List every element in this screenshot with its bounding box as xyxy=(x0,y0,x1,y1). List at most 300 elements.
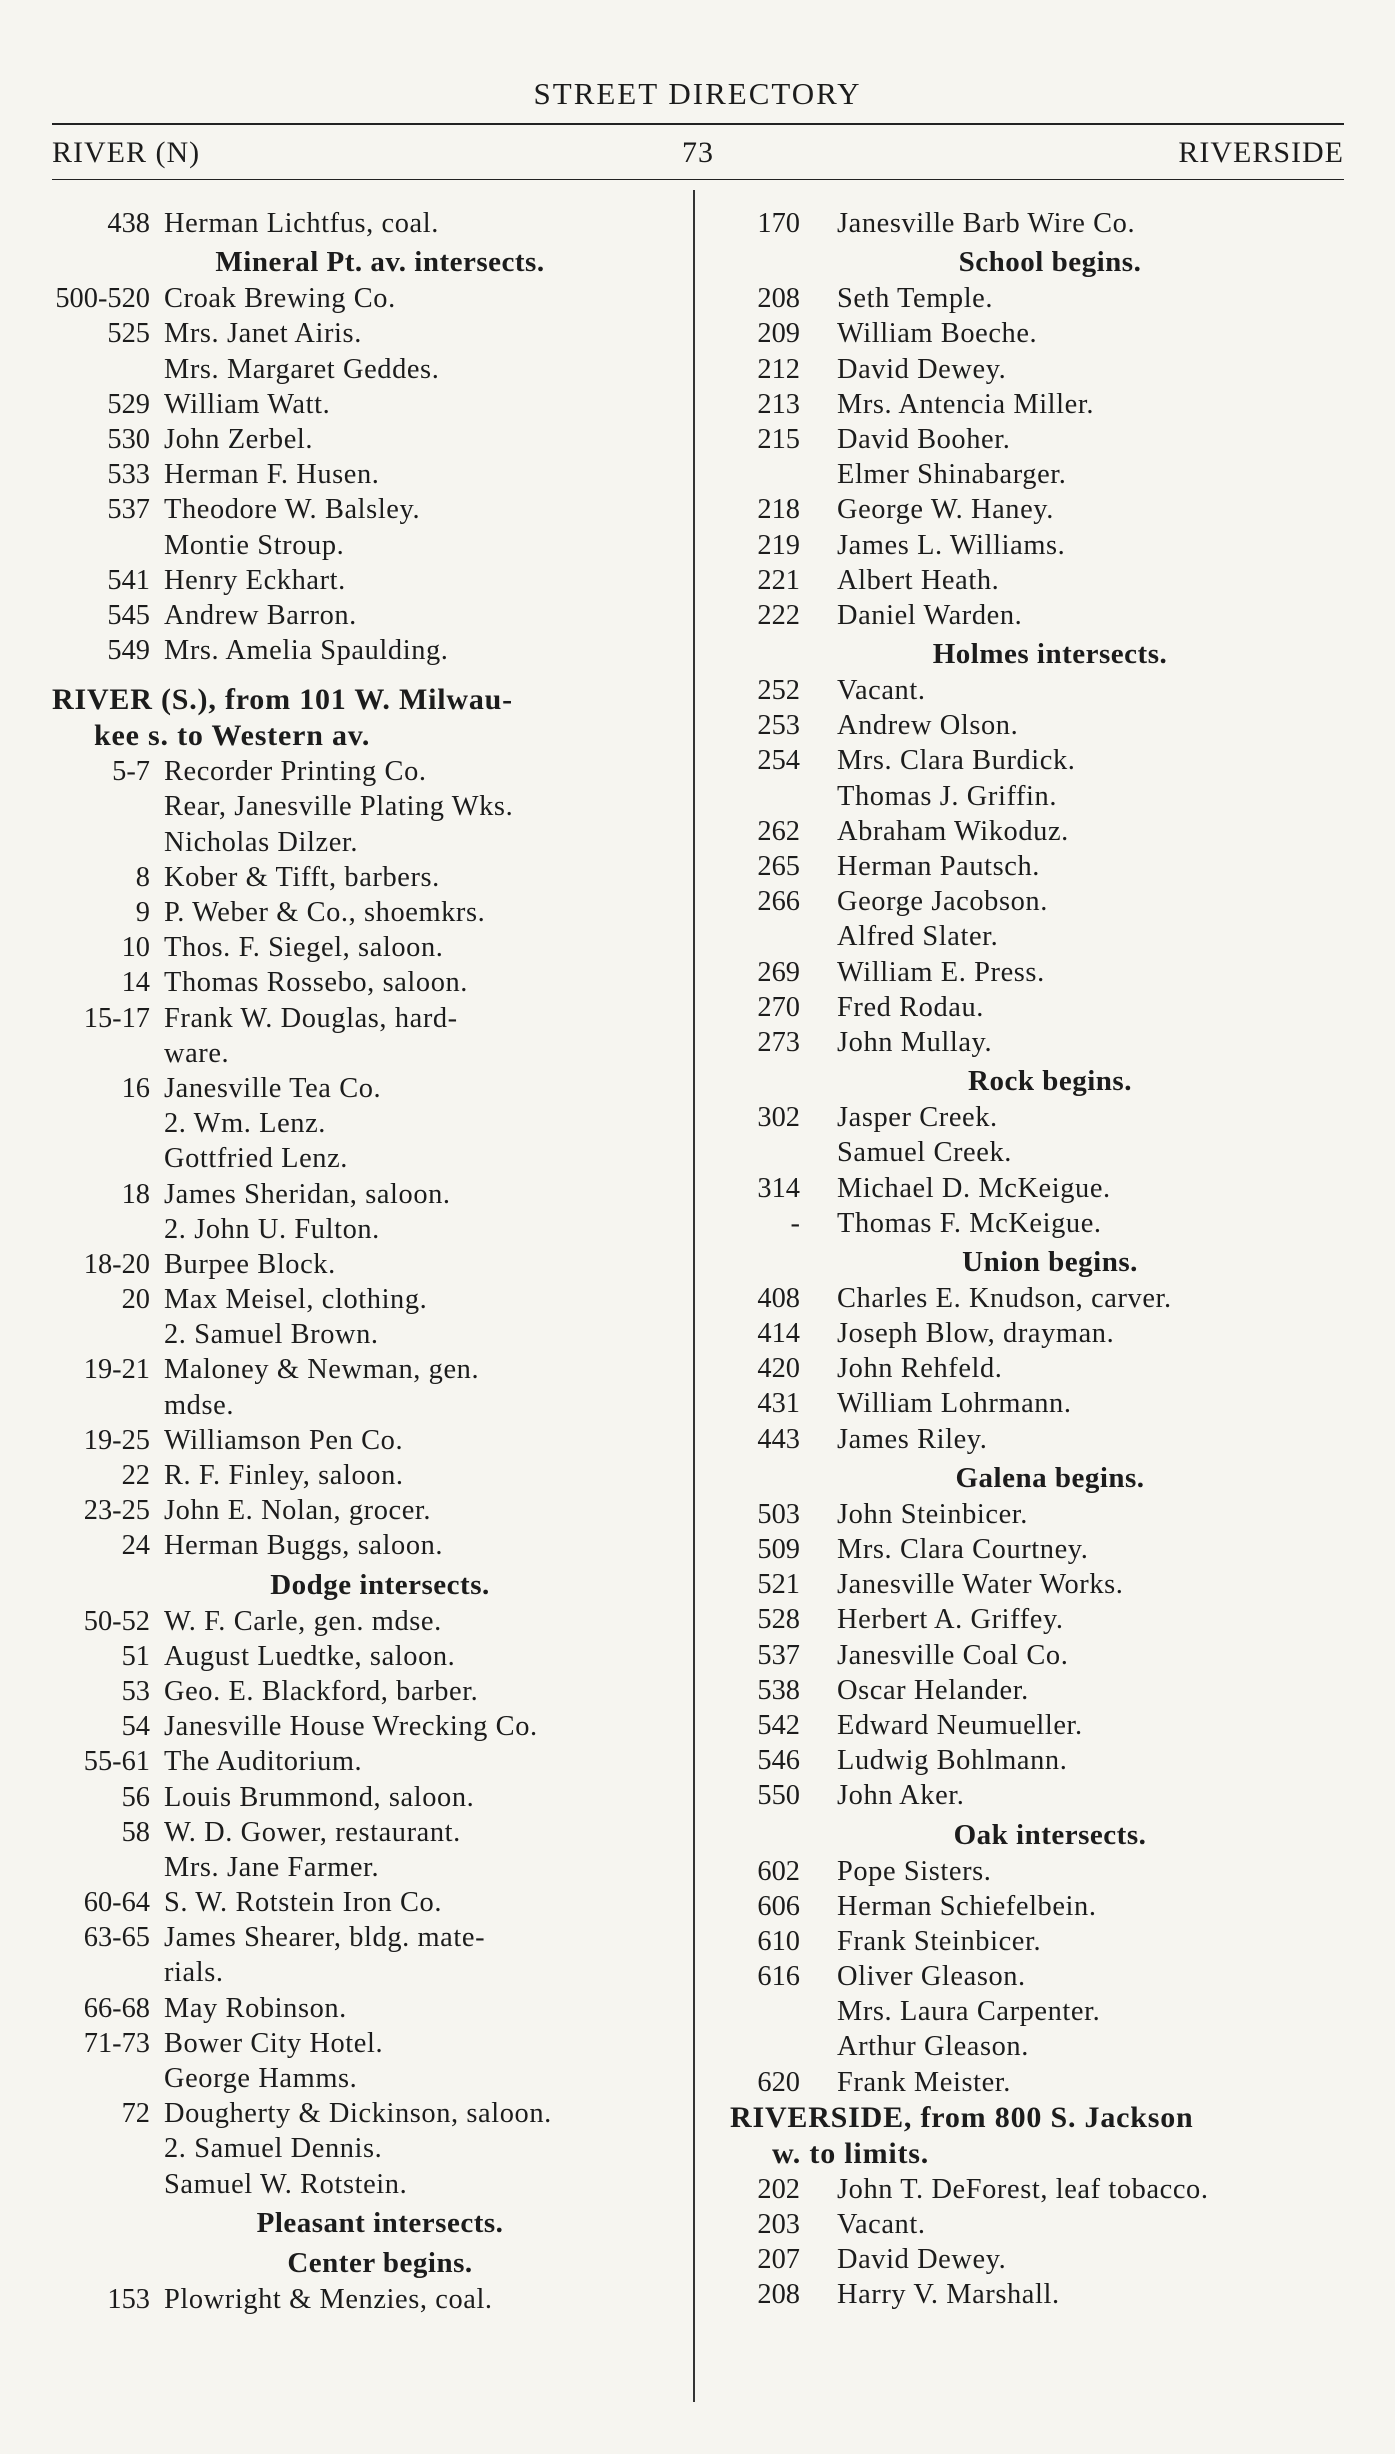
house-number: 19-21 xyxy=(83,1354,150,1386)
occupant-name: Janesville Water Works. xyxy=(837,1569,1124,1601)
directory-entry xyxy=(52,1955,678,1990)
cross-street-header: Center begins. xyxy=(287,2246,473,2279)
street-heading: RIVERSIDE, from 800 S. Jackson xyxy=(730,2100,1194,2134)
house-number: 16 xyxy=(121,1072,150,1104)
directory-entry xyxy=(52,1744,678,1779)
house-number: 537 xyxy=(757,1639,800,1671)
house-number: 221 xyxy=(757,564,800,596)
directory-entry xyxy=(52,930,678,965)
directory-entry xyxy=(730,281,1350,316)
directory-entry xyxy=(52,206,678,241)
house-number: 606 xyxy=(757,1890,800,1922)
house-number: 500-520 xyxy=(55,283,150,315)
directory-entry xyxy=(52,422,678,457)
directory-entry xyxy=(52,387,678,422)
directory-entry xyxy=(52,2096,678,2131)
directory-entry xyxy=(52,1850,678,1885)
occupant-name: John E. Nolan, grocer. xyxy=(164,1495,432,1527)
top-rule xyxy=(52,123,1344,125)
header-rule xyxy=(52,179,1344,180)
house-number: 22 xyxy=(121,1460,150,1491)
house-number: 212 xyxy=(757,353,800,385)
house-number: 610 xyxy=(757,1925,800,1957)
directory-entry xyxy=(730,2065,1350,2100)
house-number: 266 xyxy=(757,886,800,918)
house-number: 24 xyxy=(121,1530,150,1562)
occupant-name: Michael D. McKeigue. xyxy=(837,1172,1111,1204)
directory-entry xyxy=(52,1106,678,1141)
directory-entry xyxy=(52,1709,678,1744)
occupant-name: Croak Brewing Co. xyxy=(164,283,396,315)
house-number: 9 xyxy=(135,897,150,928)
occupant-name: Herman Lichtfus, coal. xyxy=(164,208,439,239)
house-number: 538 xyxy=(757,1674,800,1706)
directory-entry xyxy=(730,457,1350,492)
directory-entry xyxy=(730,1602,1350,1637)
occupant-name: Daniel Warden. xyxy=(837,599,1023,631)
directory-entry xyxy=(52,1780,678,1815)
directory-entry xyxy=(730,1994,1350,2029)
house-number: 616 xyxy=(757,1961,800,1993)
occupant-name: William Watt. xyxy=(164,388,331,420)
directory-entry xyxy=(730,2277,1350,2312)
directory-entry xyxy=(730,1351,1350,1386)
occupant-name: rials. xyxy=(164,1957,224,1989)
cross-street-header: Union begins. xyxy=(962,1245,1138,1278)
occupant-name: R. F. Finley, saloon. xyxy=(164,1460,404,1491)
house-number: 10 xyxy=(121,932,150,964)
directory-entry xyxy=(52,633,678,668)
house-number: 549 xyxy=(107,635,150,667)
occupant-name: James Shearer, bldg. mate- xyxy=(164,1922,486,1954)
directory-entry xyxy=(52,2131,678,2166)
house-number: 222 xyxy=(757,599,800,631)
directory-entry xyxy=(52,754,678,789)
directory-entry xyxy=(730,1673,1350,1708)
house-number: 273 xyxy=(757,1026,800,1058)
header-right-street: RIVERSIDE xyxy=(1178,136,1344,169)
directory-entry xyxy=(52,1071,678,1106)
occupant-name: Mrs. Antencia Miller. xyxy=(837,388,1095,420)
left-column xyxy=(52,206,678,2317)
occupant-name: P. Weber & Co., shoemkrs. xyxy=(164,897,486,928)
occupant-name: William Lohrmann. xyxy=(837,1388,1072,1420)
house-number: 209 xyxy=(757,318,800,350)
house-number: 170 xyxy=(757,208,800,239)
directory-entry xyxy=(52,1920,678,1955)
directory-entry xyxy=(730,1171,1350,1206)
house-number: 202 xyxy=(757,2173,800,2205)
house-number: 253 xyxy=(757,710,800,742)
occupant-name: Frank W. Douglas, hard- xyxy=(164,1002,458,1034)
house-number: 219 xyxy=(757,529,800,561)
occupant-name: Elmer Shinabarger. xyxy=(837,459,1067,491)
house-number: 55-61 xyxy=(83,1746,150,1778)
directory-entry xyxy=(52,1639,678,1674)
house-number: 265 xyxy=(757,851,800,882)
occupant-name: Herman Schiefelbein. xyxy=(837,1890,1097,1922)
house-number: 252 xyxy=(757,675,800,707)
occupant-name: John Mullay. xyxy=(837,1026,993,1058)
directory-entry xyxy=(52,563,678,598)
occupant-name: John T. DeForest, leaf tobacco. xyxy=(837,2173,1209,2205)
occupant-name: Frank Meister. xyxy=(837,2066,1011,2098)
occupant-name: James Riley. xyxy=(837,1423,988,1455)
occupant-name: Thomas F. McKeigue. xyxy=(837,1207,1102,1239)
occupant-name: Bower City Hotel. xyxy=(164,2027,384,2059)
directory-entry xyxy=(730,492,1350,527)
directory-entry xyxy=(52,789,678,824)
directory-entry xyxy=(52,1885,678,1920)
house-number: 525 xyxy=(107,318,150,350)
occupant-name: May Robinson. xyxy=(164,1992,347,2024)
occupant-name: Herman F. Husen. xyxy=(164,459,380,491)
directory-entry xyxy=(730,814,1350,849)
house-number: 207 xyxy=(757,2244,800,2276)
occupant-name: Frank Steinbicer. xyxy=(837,1925,1042,1957)
occupant-name: Thomas Rossebo, saloon. xyxy=(164,967,468,999)
house-number: 254 xyxy=(757,745,800,777)
house-number: 443 xyxy=(757,1423,800,1455)
house-number: 14 xyxy=(121,967,150,999)
directory-entry xyxy=(52,528,678,563)
occupant-name: David Dewey. xyxy=(837,2244,1007,2276)
house-number: 203 xyxy=(757,2209,800,2240)
occupant-name: Geo. E. Blackford, barber. xyxy=(164,1675,479,1707)
directory-entry xyxy=(730,1100,1350,1135)
occupant-name: Herman Pautsch. xyxy=(837,851,1040,882)
cross-street-header: Dodge intersects. xyxy=(270,1568,490,1601)
occupant-name: Montie Stroup. xyxy=(164,529,345,561)
house-number: 550 xyxy=(757,1780,800,1812)
occupant-name: Arthur Gleason. xyxy=(837,2031,1029,2063)
occupant-name: S. W. Rotstein Iron Co. xyxy=(164,1887,443,1919)
occupant-name: Janesville House Wrecking Co. xyxy=(164,1711,538,1743)
directory-entry xyxy=(730,1708,1350,1743)
directory-entry xyxy=(730,1959,1350,1994)
house-number: 66-68 xyxy=(83,1992,150,2024)
directory-entry xyxy=(730,955,1350,990)
house-number: 420 xyxy=(757,1353,800,1385)
occupant-name: Abraham Wikoduz. xyxy=(837,815,1069,847)
directory-entry xyxy=(730,849,1350,884)
directory-entry xyxy=(730,1316,1350,1351)
house-number: 54 xyxy=(121,1711,150,1743)
directory-entry xyxy=(52,1001,678,1036)
directory-entry xyxy=(52,1282,678,1317)
occupant-name: Alfred Slater. xyxy=(837,921,999,953)
house-number: 302 xyxy=(757,1102,800,1134)
house-number: 8 xyxy=(135,861,150,893)
right-column xyxy=(730,206,1350,2313)
occupant-name: Kober & Tifft, barbers. xyxy=(164,861,440,893)
occupant-name: Vacant. xyxy=(837,2209,926,2240)
house-number: 533 xyxy=(107,459,150,491)
occupant-name: W. F. Carle, gen. mdse. xyxy=(164,1605,442,1637)
house-number: 546 xyxy=(757,1745,800,1777)
cross-street-header: Rock begins. xyxy=(968,1065,1132,1098)
directory-entry xyxy=(52,1815,678,1850)
house-number: 20 xyxy=(121,1284,150,1316)
directory-entry xyxy=(730,528,1350,563)
directory-entry xyxy=(730,422,1350,457)
occupant-name: Oliver Gleason. xyxy=(837,1961,1026,1993)
occupant-name: Janesville Tea Co. xyxy=(164,1072,382,1104)
directory-entry xyxy=(52,1493,678,1528)
directory-entry xyxy=(52,1247,678,1282)
house-number: 541 xyxy=(107,564,150,596)
page-number: 73 xyxy=(682,136,714,169)
occupant-name: Ludwig Bohlmann. xyxy=(837,1745,1068,1777)
house-number: 19-25 xyxy=(83,1424,150,1456)
section-gap xyxy=(52,668,678,682)
house-number: 528 xyxy=(757,1604,800,1636)
occupant-name: Edward Neumueller. xyxy=(837,1709,1083,1741)
occupant-name: Samuel W. Rotstein. xyxy=(164,2168,408,2200)
occupant-name: Mrs. Janet Airis. xyxy=(164,318,362,350)
directory-entry xyxy=(730,1567,1350,1602)
directory-entry xyxy=(52,2061,678,2096)
occupant-name: Joseph Blow, drayman. xyxy=(837,1318,1115,1350)
occupant-name: William E. Press. xyxy=(837,956,1045,988)
occupant-name: Mrs. Amelia Spaulding. xyxy=(164,635,449,667)
occupant-name: 2. Wm. Lenz. xyxy=(164,1108,326,1140)
directory-entry xyxy=(52,352,678,387)
directory-entry xyxy=(730,2029,1350,2064)
directory-entry xyxy=(52,1141,678,1176)
occupant-name: August Luedtke, saloon. xyxy=(164,1640,456,1672)
directory-entry xyxy=(52,1177,678,1212)
occupant-name: Nicholas Dilzer. xyxy=(164,826,359,858)
house-number: 56 xyxy=(121,1781,150,1813)
directory-entry xyxy=(730,1386,1350,1421)
house-number: 153 xyxy=(107,2283,150,2315)
directory-entry xyxy=(730,1281,1350,1316)
house-number: 503 xyxy=(757,1498,800,1530)
occupant-name: mdse. xyxy=(164,1389,235,1421)
occupant-name: John Zerbel. xyxy=(164,423,314,455)
directory-entry xyxy=(52,895,678,930)
house-number: 438 xyxy=(107,208,150,239)
house-number: 530 xyxy=(107,423,150,455)
occupant-name: William Boeche. xyxy=(837,318,1038,350)
house-number: 51 xyxy=(121,1640,150,1672)
house-number: 18-20 xyxy=(83,1248,150,1280)
house-number: 262 xyxy=(757,815,800,847)
directory-entry xyxy=(52,2282,678,2317)
house-number: 270 xyxy=(757,991,800,1023)
house-number: 23-25 xyxy=(83,1495,150,1527)
house-number: 60-64 xyxy=(83,1887,150,1919)
directory-entry xyxy=(52,860,678,895)
occupant-name: Mrs. Laura Carpenter. xyxy=(837,1996,1101,2028)
occupant-name: The Auditorium. xyxy=(164,1746,363,1778)
occupant-name: Rear, Janesville Plating Wks. xyxy=(164,791,514,823)
occupant-name: Samuel Creek. xyxy=(837,1137,1012,1169)
occupant-name: Theodore W. Balsley. xyxy=(164,494,421,526)
directory-entry xyxy=(730,598,1350,633)
directory-entry xyxy=(730,1854,1350,1889)
occupant-name: Harry V. Marshall. xyxy=(837,2279,1060,2311)
house-number: 408 xyxy=(757,1282,800,1314)
directory-entry xyxy=(730,206,1350,241)
house-number: 53 xyxy=(121,1675,150,1707)
directory-entry xyxy=(730,1206,1350,1241)
house-number: 50-52 xyxy=(83,1605,150,1637)
occupant-name: Dougherty & Dickinson, saloon. xyxy=(164,2098,552,2130)
directory-entry xyxy=(730,1025,1350,1060)
directory-entry xyxy=(52,598,678,633)
directory-entry xyxy=(52,965,678,1000)
occupant-name: Thos. F. Siegel, saloon. xyxy=(164,932,444,964)
house-number: 542 xyxy=(757,1709,800,1741)
house-number: 431 xyxy=(757,1388,800,1420)
occupant-name: Vacant. xyxy=(837,675,926,707)
house-number: 314 xyxy=(757,1172,800,1204)
street-heading: kee s. to Western av. xyxy=(94,719,371,753)
occupant-name: John Aker. xyxy=(837,1780,965,1812)
directory-entry xyxy=(730,1889,1350,1924)
occupant-name: Gottfried Lenz. xyxy=(164,1143,349,1175)
column-divider xyxy=(693,190,695,2402)
directory-entry xyxy=(52,1674,678,1709)
cross-street-header: School begins. xyxy=(958,246,1142,279)
directory-entry xyxy=(730,1924,1350,1959)
house-number: 602 xyxy=(757,1855,800,1887)
directory-entry xyxy=(730,1497,1350,1532)
directory-entry xyxy=(52,1212,678,1247)
house-number: 208 xyxy=(757,2279,800,2311)
directory-entry xyxy=(52,2167,678,2202)
cross-street-header: Oak intersects. xyxy=(953,1818,1147,1851)
directory-entry xyxy=(730,673,1350,708)
cross-street-header: Holmes intersects. xyxy=(932,638,1168,671)
street-heading: RIVER (S.), from 101 W. Milwau- xyxy=(52,683,513,717)
occupant-name: W. D. Gower, restaurant. xyxy=(164,1816,461,1848)
directory-entry xyxy=(52,1352,678,1387)
occupant-name: Henry Eckhart. xyxy=(164,564,346,596)
house-number: 58 xyxy=(121,1816,150,1848)
occupant-name: Mrs. Jane Farmer. xyxy=(164,1851,380,1883)
directory-entry xyxy=(730,708,1350,743)
occupant-name: 2. Samuel Brown. xyxy=(164,1319,379,1351)
occupant-name: George W. Haney. xyxy=(837,494,1054,526)
directory-entry xyxy=(730,2242,1350,2277)
directory-entry xyxy=(52,1528,678,1563)
house-number: 537 xyxy=(107,494,150,526)
house-number: 72 xyxy=(121,2098,150,2130)
occupant-name: Mrs. Clara Burdick. xyxy=(837,745,1076,777)
directory-entry xyxy=(52,457,678,492)
occupant-name: Herman Buggs, saloon. xyxy=(164,1530,444,1562)
occupant-name: Mrs. Clara Courtney. xyxy=(837,1534,1089,1565)
directory-entry xyxy=(730,387,1350,422)
occupant-name: Oscar Helander. xyxy=(837,1674,1029,1706)
house-number: 545 xyxy=(107,599,150,631)
house-number: 509 xyxy=(757,1534,800,1565)
directory-entry xyxy=(730,563,1350,598)
house-number: - xyxy=(790,1207,800,1239)
occupant-name: Burpee Block. xyxy=(164,1248,336,1280)
occupant-name: Williamson Pen Co. xyxy=(164,1424,404,1456)
directory-entry xyxy=(52,1036,678,1071)
occupant-name: George Jacobson. xyxy=(837,886,1048,918)
directory-entry xyxy=(730,779,1350,814)
directory-entry xyxy=(730,2172,1350,2207)
house-number: 529 xyxy=(107,388,150,420)
house-number: 208 xyxy=(757,283,800,315)
directory-entry xyxy=(730,1532,1350,1567)
occupant-name: Seth Temple. xyxy=(837,283,994,315)
occupant-name: Herbert A. Griffey. xyxy=(837,1604,1064,1636)
directory-entry xyxy=(52,825,678,860)
house-number: 269 xyxy=(757,956,800,988)
directory-entry xyxy=(730,990,1350,1025)
cross-street-header: Galena begins. xyxy=(955,1461,1145,1494)
occupant-name: Recorder Printing Co. xyxy=(164,756,427,788)
occupant-name: Maloney & Newman, gen. xyxy=(164,1354,480,1386)
directory-entry xyxy=(52,492,678,527)
occupant-name: 2. John U. Fulton. xyxy=(164,1213,380,1245)
header-left-street: RIVER (N) xyxy=(52,136,201,169)
directory-entry xyxy=(730,1743,1350,1778)
house-number: 71-73 xyxy=(83,2027,150,2059)
occupant-name: Andrew Barron. xyxy=(164,599,357,631)
directory-entry xyxy=(52,316,678,351)
house-number: 620 xyxy=(757,2066,800,2098)
directory-entry xyxy=(730,1422,1350,1457)
occupant-name: James Sheridan, saloon. xyxy=(164,1178,451,1210)
occupant-name: Pope Sisters. xyxy=(837,1855,992,1887)
house-number: 15-17 xyxy=(83,1002,150,1034)
directory-entry xyxy=(52,1423,678,1458)
directory-entry xyxy=(730,352,1350,387)
directory-entry xyxy=(730,2207,1350,2242)
directory-entry xyxy=(730,919,1350,954)
house-number: 215 xyxy=(757,423,800,455)
house-number: 5-7 xyxy=(112,756,150,788)
house-number: 521 xyxy=(757,1569,800,1601)
occupant-name: Plowright & Menzies, coal. xyxy=(164,2283,493,2315)
cross-street-header: Pleasant intersects. xyxy=(256,2206,504,2239)
occupant-name: David Dewey. xyxy=(837,353,1007,385)
directory-entry xyxy=(730,884,1350,919)
occupant-name: David Booher. xyxy=(837,423,1011,455)
directory-entry xyxy=(730,1778,1350,1813)
house-number: 414 xyxy=(757,1318,800,1350)
page-header xyxy=(52,136,1344,176)
occupant-name: Albert Heath. xyxy=(837,564,1000,596)
directory-entry xyxy=(52,1388,678,1423)
street-heading: w. to limits. xyxy=(772,2136,930,2170)
occupant-name: Fred Rodau. xyxy=(837,991,984,1023)
house-number: 63-65 xyxy=(83,1922,150,1954)
directory-entry xyxy=(52,2026,678,2061)
directory-entry xyxy=(52,1991,678,2026)
occupant-name: James L. Williams. xyxy=(837,529,1066,561)
occupant-name: Mrs. Margaret Geddes. xyxy=(164,353,440,385)
house-number: 18 xyxy=(121,1178,150,1210)
occupant-name: Thomas J. Griffin. xyxy=(837,780,1058,812)
directory-entry xyxy=(52,1604,678,1639)
occupant-name: Janesville Coal Co. xyxy=(837,1639,1069,1671)
house-number: 218 xyxy=(757,494,800,526)
occupant-name: Charles E. Knudson, carver. xyxy=(837,1282,1172,1314)
running-title: STREET DIRECTORY xyxy=(533,76,862,111)
occupant-name: Max Meisel, clothing. xyxy=(164,1284,428,1316)
cross-street-header: Mineral Pt. av. intersects. xyxy=(215,246,545,279)
directory-entry xyxy=(730,1135,1350,1170)
